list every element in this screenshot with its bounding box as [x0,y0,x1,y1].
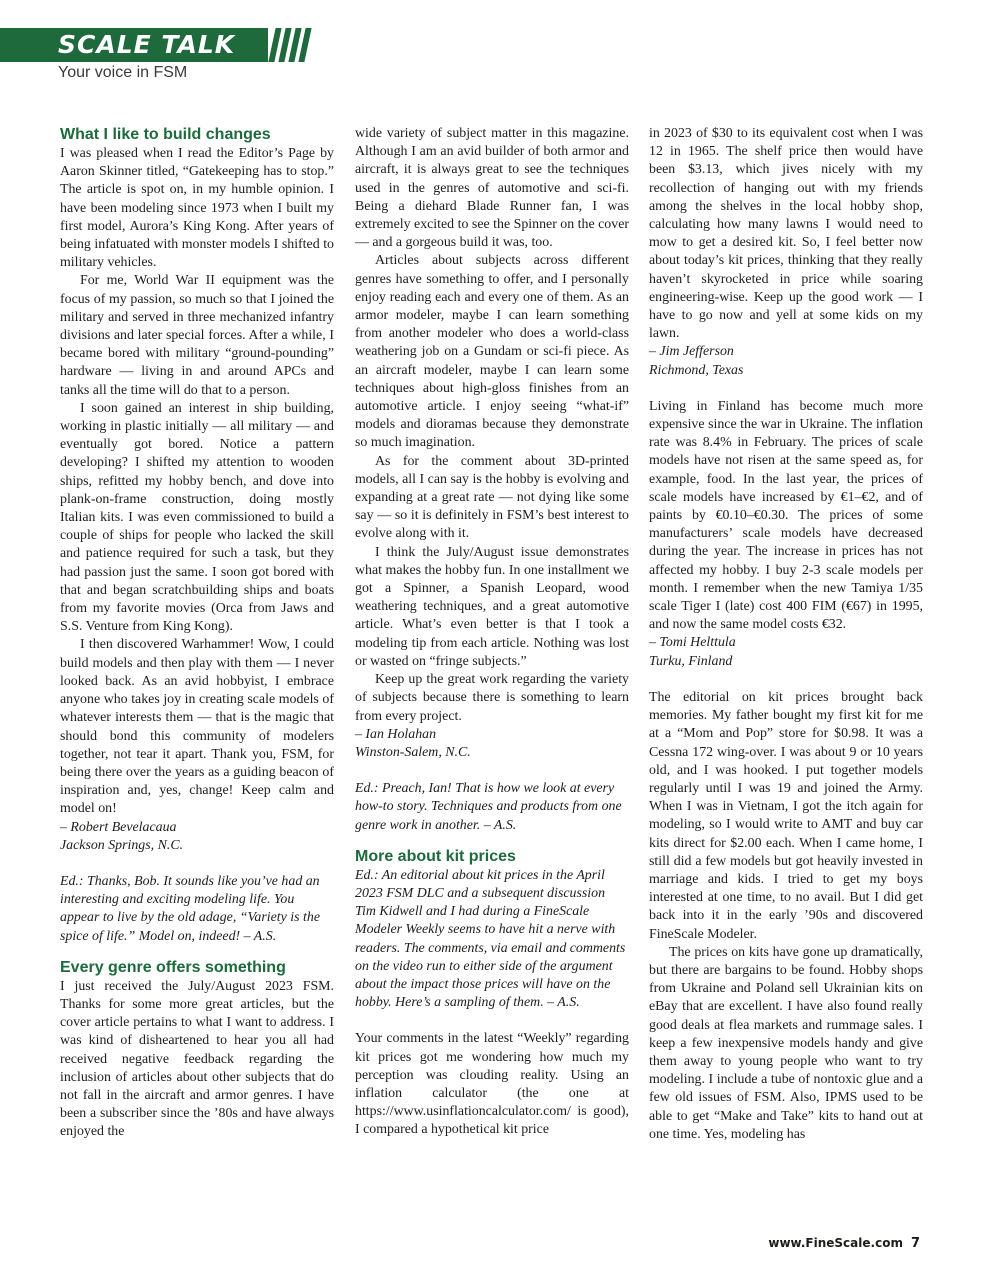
letter-paragraph: I just received the July/August 2023 FSM. Thanks for some more great articles, but the cover article pertains to what I want to address. I was kind of disheartened to hear you all had received negative feedback regarding the inclusion of articles about other subjects that do not fall in the aircraft and armor genres. I have been a subscriber since the ’80s and have always enjoyed the [60,978,334,1140]
letter-paragraph: I was pleased when I read the Editor’s Page by Aaron Skinner titled, “Gatekeeping has to stop.” The article is spot on, in my humble opinion. I have been modeling since 1973 when I built my first model, Aurora’s King Kong. After years of being infatuated with monster models I shifted to military vehicles. [60,146,334,271]
editor-reply: Ed.: Thanks, Bob. It sounds like you’ve had an interesting and exciting modeling life. You appear to live by the old adage, “Variety is the spice of life.” Model on, indeed! – A.S. [60,873,321,944]
letter-paragraph: Living in Finland has become much more expensive since the war in Ukraine. The inflation rate was 8.4% in February. The prices of scale models have not risen at the same speed as, for example, food. In the last year, the prices of scale models have increased by €1–€2, and of paints by €0.10–€0.30. The prices of some manufacturers’ scale models have decreased during the year. The increase in prices has not affected my hobby. I buy 2-3 scale models per month. I remember when the new Tamiya 1/35 scale Tiger I (late) cost 400 FIM (€67) in 1995, and now the same model costs €32. [649,398,923,633]
letter-paragraph: I think the July/August issue demonstrates what makes the hobby fun. In one installment we got a Spinner, a Spanish Leopard, wood weathering techniques, and a great automotive article. What’s even better is that I took a modeling tip from each article. Nothing was lost or wasted on “fringe subjects.” [355,544,629,669]
author-name: – Ian Holahan [355,726,437,742]
letter-paragraph: Articles about subjects across different genres have something to offer, and I personally enjoy reading each and every one of them. As an armor modeler, maybe I can learn something from another modeler who does a world-class weathering job on a Gundam or sci-fi piece. As an aircraft modeler, maybe I can learn some techniques about high-gloss finishes from an automotive article. I enjoy seeing “what-if” models and dioramas because they demonstrate so much imagination. [355,253,629,451]
editor-note: Ed.: An editorial about kit prices in the April 2023 FSM DLC and a subsequent discussion Tim Kidwell and I had during a FineScale Modeler Weekly seems to have hit a nerve with readers. The comments, via email and comments on the video run to either side of the argument about the impact those prices will have on the hobby. Here’s a sampling of them. – A.S. [355,867,626,1011]
author-name: – Jim Jefferson [649,344,734,360]
author-name: – Robert Bevelacaua [60,819,177,835]
website-url: www.FineScale.com [768,1236,903,1250]
column-2 [355,125,629,1140]
author-name: – Tomi Helttula [649,635,736,651]
author-location: Winston-Salem, N.C. [355,744,471,760]
letter-paragraph: Your comments in the latest “Weekly” regarding kit prices got me wondering how much my perception was clouding reality. Using an inflation calculator (the one at https://www.usinflationcalculator.com/ is good), I compared a hypothetical kit price [355,1031,629,1138]
page-footer [768,1236,920,1251]
section-title: SCALE TALK [58,30,236,59]
editor-reply: Ed.: Preach, Ian! That is how we look at every how-to story. Techniques and products from one genre work in another. – A.S. [355,781,622,833]
section-banner [0,28,314,62]
letter-paragraph: The prices on kits have gone up dramatically, but there are bargains to be found. Hobby shops from Ukraine and Poland sell Ukrainian kits on eBay that are excellent. I have also found really good deals at flea markets and rummage sales. I keep a few inexpensive models handy and give them away to young people who want to try modeling. I include a tube of nontoxic glue and a few old issues of FSM. Also, IPMS used to be able to get “Make and Take” kits to hand out at one time. Yes, modeling has [649,944,923,1142]
author-location: Jackson Springs, N.C. [60,837,184,853]
letter-paragraph: I then discovered Warhammer! Wow, I could build models and then play with them — I never looked back. As an avid hobbyist, I embrace anyone who takes joy in creating scale models of whatever interests them — that is the magic that should bond this community of modelers together, not tear it apart. Thank you, FSM, for being there over the years as a guiding beacon of inspiration and, yes, change! Keep calm and model on! [60,637,334,817]
column-3 [649,125,923,1144]
section-subtitle: Your voice in FSM [58,64,188,81]
letter-paragraph: The editorial on kit prices brought back memories. My father bought my first kit for me at a “Mom and Pop” store for $0.98. It was a Cessna 172 wing-over. I was about 9 or 10 years old, and I was hooked. I put together models regularly until I was 19 and joined the Army. When I was in Vietnam, I got the itch again for modeling, so I would write to AMT and buy car kits direct for $2.00 each. When I came home, I still did a few models but got heavily invested in marriage and kids. I tried to get my boys interested at one time, to no avail. But I did get back into it in the early ’90s and discovered FineScale Modeler. [649,689,923,942]
letter-paragraph: For me, World War II equipment was the focus of my passion, so much so that I joined the military and served in three mechanized infantry divisions and later special forces. After a while, I became bored with military “ground-pounding” hardware — living in and around APCs and tanks all the time will do that to a person. [60,273,334,398]
letter-heading: More about kit prices [355,847,516,865]
column-1 [60,125,334,1142]
letter-paragraph: Keep up the great work regarding the variety of subjects because there is something to learn from every project. [355,672,629,724]
letter-paragraph: I soon gained an interest in ship building, working in plastic initially — all military — and eventually got bored. Notice a pattern developing? I shifted my attention to wooden ships, refitted my hobby bench, and dove into plank-on-frame construction, doing mostly Italian kits. I was even commissioned to build a couple of ships for people who lacked the skill and patience required for such a task, but they had passion just the same. I soon got bored with that and began scratchbuilding ships and boats from my favorite movies (Orca from Jaws and S.S. Venture from King Kong). [60,400,334,635]
letter-paragraph: As for the comment about 3D-printed models, all I can say is the hobby is evolving and expanding at a great rate — not dying like some say — so it is definitely in FSM’s best interest to evolve along with it. [355,453,629,542]
author-location: Turku, Finland [649,653,733,669]
page-number: 7 [910,1236,920,1251]
letter-heading: Every genre offers something [60,958,286,976]
letter-paragraph: in 2023 of $30 to its equivalent cost when I was 12 in 1965. The shelf price then would have been $3.13, which jives nicely with my recollection of hanging out with my friends among the shelves in the local hobby shop, calculating how many lawns I would need to mow to get a desired kit. So, I feel better now about today’s kit prices, thinking that they really haven’t skyrocketed in price while soaring engineering-wise. Keep up the good work — I have to go now and yell at some kids on my lawn. [649,126,923,342]
letter-heading: What I like to build changes [60,126,271,143]
author-location: Richmond, Texas [649,362,744,378]
letter-paragraph: wide variety of subject matter in this magazine. Although I am an avid builder of both armor and aircraft, it is always great to see the techniques used in the genres of automotive and sci-fi. Being a diehard Blade Runner fan, I was extremely excited to see the Spinner on the cover — and a gorgeous build it was, too. [355,126,629,251]
